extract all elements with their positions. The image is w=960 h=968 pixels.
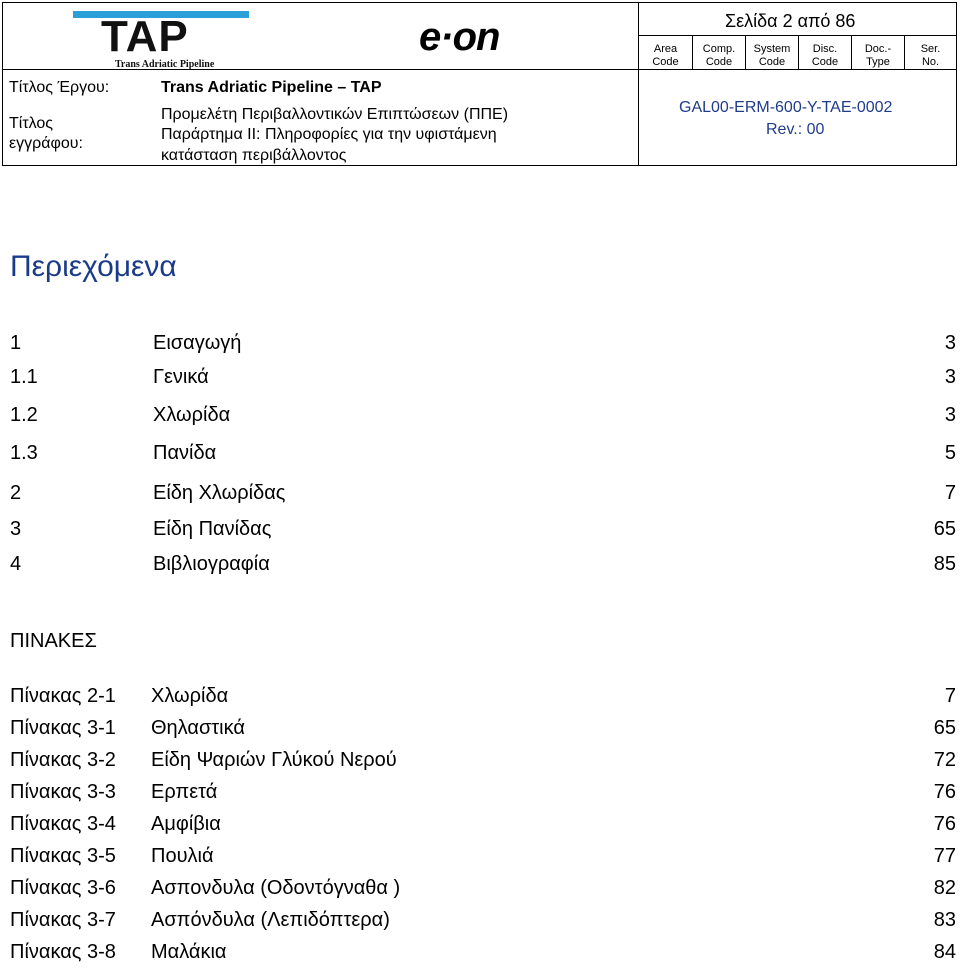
toc-entry-page: 3 xyxy=(944,332,956,354)
table-list-text: Ερπετά xyxy=(151,781,218,803)
toc-entry-page: 65 xyxy=(933,518,956,540)
table-list-text: Μαλάκια xyxy=(151,941,227,963)
toc-entry-number: 2 xyxy=(10,482,22,504)
code-label: System xyxy=(753,43,791,55)
code-label: Disc. xyxy=(812,43,838,55)
table-list-number: Πίνακας 3-5 xyxy=(10,845,116,867)
toc-entry-text: Είδη Πανίδας xyxy=(153,518,272,540)
tap-logo xyxy=(71,7,261,69)
table-list-number: Πίνακας 3-2 xyxy=(10,749,116,771)
table-list-number: Πίνακας 3-3 xyxy=(10,781,116,803)
document-header xyxy=(2,2,957,166)
table-list-page: 65 xyxy=(933,717,956,739)
table-list-entry[interactable] xyxy=(10,845,956,871)
code-label: Ser. xyxy=(920,43,941,55)
tap-logo-text: TAP xyxy=(101,12,189,61)
table-list-entry[interactable] xyxy=(10,749,956,775)
toc-entry-text: Χλωρίδα xyxy=(153,404,231,426)
code-label: Doc.- xyxy=(864,43,892,55)
table-list-page: 84 xyxy=(933,941,956,963)
toc-entry-number: 1 xyxy=(10,332,22,354)
table-list-page: 76 xyxy=(933,813,956,835)
code-label: Code xyxy=(705,56,733,68)
toc-entry-page: 7 xyxy=(944,482,956,504)
toc-entry[interactable] xyxy=(10,553,956,579)
table-list-text: Πουλιά xyxy=(151,845,214,867)
toc-entry[interactable] xyxy=(10,518,956,544)
table-list-page: 77 xyxy=(933,845,956,867)
table-list-text: Θηλαστικά xyxy=(151,717,245,739)
eon-logo: e·on xyxy=(419,15,500,59)
table-list-number: Πίνακας 3-6 xyxy=(10,877,116,899)
doc-title-label-line2: εγγράφου: xyxy=(9,135,83,152)
project-label: Τίτλος Έργου: xyxy=(9,79,110,96)
revision-label: Rev.: 00 xyxy=(766,121,825,138)
table-list-entry[interactable] xyxy=(10,877,956,903)
table-list-entry[interactable] xyxy=(10,813,956,839)
toc-entry-number: 3 xyxy=(10,518,22,540)
table-list-page: 76 xyxy=(933,781,956,803)
table-list-text: Αμφίβια xyxy=(151,813,221,835)
code-cell-area xyxy=(639,43,692,69)
toc-entry-text: Εισαγωγή xyxy=(153,332,242,354)
page-number: Σελίδα 2 από 86 xyxy=(725,11,856,31)
code-label: Code xyxy=(652,56,679,68)
doc-title-line3: κατάσταση περιβάλλοντος xyxy=(161,147,347,164)
toc-entry[interactable] xyxy=(10,442,956,468)
toc-entry-number: 1.3 xyxy=(10,442,38,464)
code-cell-serno xyxy=(905,43,956,69)
toc-entry-number: 1.1 xyxy=(10,366,38,388)
header-divider xyxy=(638,35,956,36)
toc-entry-page: 85 xyxy=(933,553,956,575)
table-list-text: Χλωρίδα xyxy=(151,685,229,707)
table-list-number: Πίνακας 3-7 xyxy=(10,909,116,931)
table-list-number: Πίνακας 2-1 xyxy=(10,685,116,707)
code-cell-doctype xyxy=(852,43,904,69)
table-list-entry[interactable] xyxy=(10,781,956,807)
toc-entry-text: Γενικά xyxy=(153,366,209,388)
table-list-text: Ασπόνδυλα (Λεπιδόπτερα) xyxy=(151,909,390,931)
toc-entry[interactable] xyxy=(10,332,956,358)
table-list-page: 83 xyxy=(933,909,956,931)
code-cell-comp xyxy=(693,43,745,69)
table-list-entry[interactable] xyxy=(10,941,956,967)
code-label: Code xyxy=(811,56,839,68)
table-list-entry[interactable] xyxy=(10,717,956,743)
code-cell-system xyxy=(746,43,798,69)
tap-logo-subtitle: Trans Adriatic Pipeline xyxy=(115,59,215,70)
toc-entry-number: 4 xyxy=(10,553,22,575)
tables-title: ΠΙΝΑΚΕΣ xyxy=(10,630,97,652)
doc-title-line1: Προμελέτη Περιβαλλοντικών Επιπτώσεων (ΠΠΕ) xyxy=(161,106,509,123)
table-list-number: Πίνακας 3-1 xyxy=(10,717,116,739)
toc-entry-text: Είδη Χλωρίδας xyxy=(153,482,286,504)
table-list-page: 72 xyxy=(933,749,956,771)
toc-entry[interactable] xyxy=(10,482,956,508)
toc-entry-page: 3 xyxy=(944,366,956,388)
project-value: Trans Adriatic Pipeline – TAP xyxy=(161,79,382,96)
table-list-text: Ασπονδυλα (Οδοντόγναθα ) xyxy=(151,877,401,899)
document-number: GAL00-ERM-600-Y-TAE-0002 xyxy=(679,99,893,116)
toc-entry-text: Πανίδα xyxy=(153,442,217,464)
toc-entry-page: 5 xyxy=(944,442,956,464)
code-label: Code xyxy=(758,56,786,68)
doc-title-label-line1: Τίτλος xyxy=(9,115,54,132)
code-cell-disc xyxy=(799,43,851,69)
header-divider xyxy=(638,3,639,165)
code-label: Area xyxy=(653,43,678,55)
toc-title: Περιεχόμενα xyxy=(10,250,177,283)
table-list-number: Πίνακας 3-8 xyxy=(10,941,116,963)
toc-entry[interactable] xyxy=(10,366,956,392)
table-list-entry[interactable] xyxy=(10,909,956,935)
doc-title-line2: Παράρτημα ΙΙ: Πληροφορίες για την υφιστάμενη xyxy=(161,126,497,143)
toc-entry-text: Βιβλιογραφία xyxy=(153,553,270,575)
table-list-text: Είδη Ψαριών Γλύκού Νερού xyxy=(151,749,397,771)
table-list-page: 7 xyxy=(944,685,956,707)
code-label: No. xyxy=(921,56,940,68)
table-list-page: 82 xyxy=(933,877,956,899)
toc-entry-page: 3 xyxy=(944,404,956,426)
toc-entry-number: 1.2 xyxy=(10,404,38,426)
code-label: Type xyxy=(866,56,890,68)
table-list-number: Πίνακας 3-4 xyxy=(10,813,116,835)
table-list-entry[interactable] xyxy=(10,685,956,711)
code-label: Comp. xyxy=(702,43,736,55)
toc-entry[interactable] xyxy=(10,404,956,430)
